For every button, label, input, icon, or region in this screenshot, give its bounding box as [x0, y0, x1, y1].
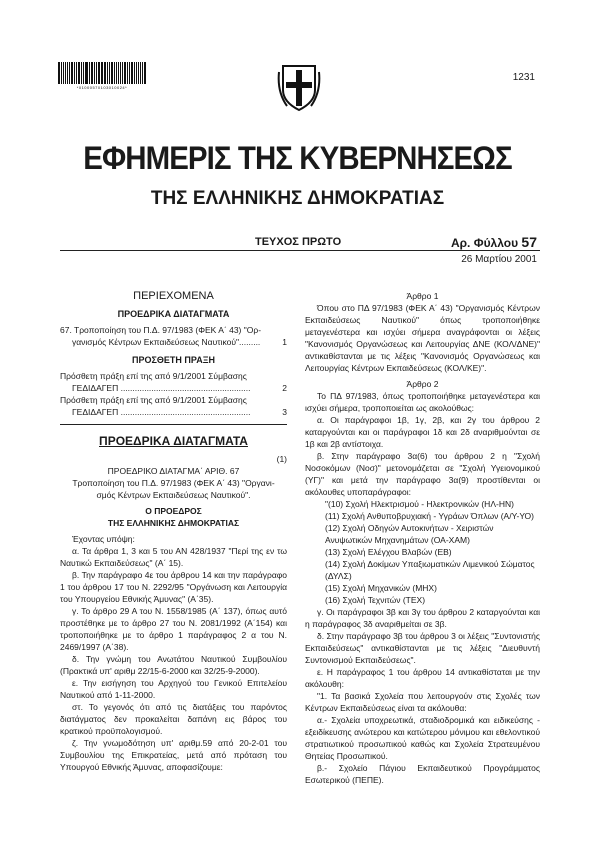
- contents-section-decrees: ΠΡΟΕΔΡΙΚΑ ΔΙΑΤΑΓΜΑΤΑ: [117, 309, 230, 319]
- article-2-e: ε. Η παράγραφος 1 του άρθρου 14 αντικαθίσταται με την ακόλουθη:: [305, 667, 540, 689]
- contents-heading: ΠΕΡΙΕΧΟΜΕΝΑ: [133, 290, 214, 302]
- list-item: "(10) Σχολή Ηλεκτρισμού - Ηλεκτρονικών (ΗΛ-ΗΝ): [325, 499, 514, 509]
- list-item: (15) Σχολή Μηχανικών (ΜΗΧ): [325, 583, 437, 593]
- decree-number: ΠΡΟΕΔΡΙΚΟ ΔΙΑΤΑΓΜΑ΄ ΑΡΙΘ. 67: [107, 466, 240, 476]
- issue-date: 26 Μαρτίου 2001: [461, 254, 537, 265]
- gazette-title: ΕΦΗΜΕΡΙΣ ΤΗΣ ΚΥΒΕΡΝΗΣΕΩΣ: [83, 140, 512, 176]
- considering-d: δ. Την γνώμη του Ανωτάτου Ναυτικού Συμβουλίου (Πρακτικά υπ' αριθμ 22/15-6-2000 και 32/25-9-2000).: [60, 654, 287, 676]
- coat-of-arms-icon: [277, 62, 321, 114]
- list-item: (12) Σχολή Οδηγών Αυτοκινήτων - Χειριστών Ανυψωτικών Μηχανημάτων (ΟΑ-ΧΑΜ): [325, 523, 494, 545]
- considering-z: ζ. Την γνωμοδότηση υπ' αριθμ.59 από 20-2-01 του Συμβουλίου της Επικρατείας, μετά από πρόταση του Υπουργού Εθνικής Άμυνας, αποφασίζουμε:: [60, 738, 287, 772]
- article-2-d: δ. Στην παράγραφο 3β του άρθρου 3 οι λέξεις "Συντονιστής Εκπαιδεύσεως" αντικαθίστανται με τις λέξεις "Διευθυντή Συντονισμού Εκπαιδεύσεως".: [305, 631, 540, 665]
- article-2-heading: Άρθρο 2: [406, 379, 439, 389]
- article-2-c: γ. Οι παράγραφοι 3β και 3γ του άρθρου 2 καταργούνται και η παράγραφος 3δ αναριθμείται σε 3β.: [305, 607, 540, 629]
- considering-intro: Έχοντας υπόψη:: [72, 534, 135, 544]
- sheet-number-value: 57: [521, 234, 537, 250]
- sheet-number: [451, 234, 537, 250]
- list-item: (16) Σχολή Τεχνιτών (ΤΕΧ): [325, 595, 426, 605]
- barcode: [58, 62, 146, 92]
- contents-page: 1: [282, 337, 287, 347]
- considering-b: β. Την παράγραφο 4ε του άρθρου 14 και την παράγραφο 1 του άρθρου 17 του Ν. 2292/95 "Οργάνωση και Λειτουργία του Υπουργείου Εθνικής Άμυνας" (Α΄35).: [60, 570, 287, 604]
- president-title-2: ΤΗΣ ΕΛΛΗΝΙΚΗΣ ΔΗΜΟΚΡΑΤΙΑΣ: [107, 518, 240, 528]
- contents-page: 3: [282, 407, 287, 417]
- considering-e: ε. Την εισήγηση του Αρχηγού του Γενικού Επιτελείου Ναυτικού από 1-11-2000.: [60, 678, 287, 700]
- contents-entry[interactable]: Πρόσθετη πράξη επί της από 9/1/2001 Σύμβασης ΓΕΔΙΔΑΓΕΠ ....................................................... 2: [60, 371, 287, 393]
- barcode-bars: [58, 62, 146, 84]
- article-2-b: β. Στην παράγραφο 3α(6) του άρθρου 2 η "Σχολή Νοσοκόμων (Νοσ)" μετονομάζεται σε "Σχολή Υγειονομικού (ΥΓ)" και μετά την παράγραφο 3α(9) προστίθενται οι ακόλουθες υποπαράγραφοι:: [305, 451, 540, 497]
- gazette-subtitle: ΤΗΣ ΕΛΛΗΝΙΚΗΣ ΔΗΜΟΚΡΑΤΙΑΣ: [150, 188, 445, 209]
- section-divider: [60, 424, 287, 425]
- considering-c: γ. Το άρθρο 29 Α του Ν. 1558/1985 (Α΄ 137), όπως αυτό προστέθηκε με το άρθρο 27 του Ν. 2081/1992 (Α΄154) και τροποποιήθηκε με το άρθρο 1 παράγραφος 2 α του Ν. 2469/1997 (Α΄38).: [60, 606, 287, 652]
- article-2-e1b: β.- Σχολείο Πάγιου Εκπαιδευτικού Προγράμματος Εσωτερικού (ΠΕΠΕ).: [305, 763, 540, 785]
- article-1-text: Όπου στο ΠΔ 97/1983 (ΦΕΚ Α΄ 43) "Οργανισμός Κέντρων Εκπαιδεύσεως Ναυτικού" όπως τροποποιήθηκε μεταγενέστερα και ισχύει σήμερα αναγράφονται οι λέξεις "Κανονισμός Οργανώσεως και Λειτουργίας ΔΝΕ (ΚΟΛ/ΔΝΕ)" αντικαθίστανται με τις λέξεις "Κανονισμός Οργανώσεως και Λειτουργίας Κέντρων Εκπαιδεύσεως (ΚΟΛ/ΚΕ)".: [305, 303, 540, 373]
- contents-section-additional: ΠΡΟΣΘΕΤΗ ΠΡΑΞΗ: [131, 355, 216, 365]
- president-title: Ο ΠΡΟΕΔΡΟΣ: [145, 506, 202, 516]
- article-2-e1a: α.- Σχολεία υποχρεωτικά, σταδιοδρομικά και ειδικεύσης - εξειδίκευσης ανώτερου και κατώτερου μόνιμου και εθελοντικού στρατιωτικού προσωπικού καθώς και Σχολεία Στρατευμένου Θητείας Προσωπικού.: [305, 715, 540, 761]
- page-number: 1231: [512, 72, 535, 83]
- contents-entry[interactable]: Πρόσθετη πράξη επί της από 9/1/2001 Σύμβασης ΓΕΔΙΔΑΓΕΠ ....................................................... 3: [60, 395, 287, 417]
- sheet-label: Αρ. Φύλλου: [450, 236, 519, 250]
- decree-marker: (1): [276, 454, 287, 464]
- list-item: (11) Σχολή Ανθυποβρυχιακή - Υγράων Όπλων (Α/Υ-ΥΟ): [325, 511, 534, 521]
- considering-a: α. Τα άρθρα 1, 3 και 5 του ΑΝ 428/1937 "Περί της εν τω Ναυτικώ Εκπαιδεύσεως" (Α΄ 15).: [60, 546, 287, 568]
- barcode-text: *01000570103010024*: [76, 85, 128, 90]
- considering-st: στ. Το γεγονός ότι από τις διατάξεις του παρόντος διατάγματος δεν προκαλείται δαπάνη εις βάρος του κρατικού προϋπολογισμού.: [60, 702, 287, 736]
- article-2-a: α. Οι παράγραφοι 1β, 1γ, 2β, και 2γ του άρθρου 2 καταργούνται και οι παράγραφοι 1δ και 2δ αναριθμούνται σε 1β και 2β αντίστοιχα.: [305, 415, 540, 449]
- issue-label: ΤΕΥΧΟΣ ΠΡΩΤΟ: [255, 236, 342, 248]
- article-2-e1: "1. Τα βασικά Σχολεία που λειτουργούν στις Σχολές των Κέντρων Εκπαιδεύσεως είναι τα ακόλουθα:: [305, 691, 540, 713]
- list-item: (14) Σχολή Δοκίμων Υπαξιωματικών Λιμενικού Σώματος (ΔΥΛΣ): [325, 559, 535, 581]
- list-item: (13) Σχολή Ελέγχου Βλαβών (ΕΒ): [325, 547, 452, 557]
- right-column: [305, 290, 540, 786]
- article-2-intro: Το ΠΔ 97/1983, όπως τροποποιήθηκε μεταγενέστερα και ισχύει σήμερα, τροποποιείται ως ακολούθως:: [305, 391, 540, 413]
- decree-section-heading: ΠΡΟΕΔΡΙΚΑ ΔΙΑΤΑΓΜΑΤΑ: [99, 434, 248, 448]
- contents-entry[interactable]: 67. Τροποποίηση του Π.Δ. 97/1983 (ΦΕΚ Α΄ 43) "Ορ- γανισμός Κέντρων Εκπαιδεύσεως Ναυτικού"......... 1: [60, 325, 287, 347]
- left-column: [60, 290, 287, 773]
- decree-subject-2: σμός Κέντρων Εκπαιδεύσεως Ναυτικού".: [96, 490, 251, 500]
- article-1-heading: Άρθρο 1: [406, 291, 439, 301]
- contents-page: 2: [282, 383, 287, 393]
- decree-subject-1: Τροποποίηση του Π.Δ. 97/1983 (ΦΕΚ Α΄ 43) "Οργανι-: [72, 478, 275, 488]
